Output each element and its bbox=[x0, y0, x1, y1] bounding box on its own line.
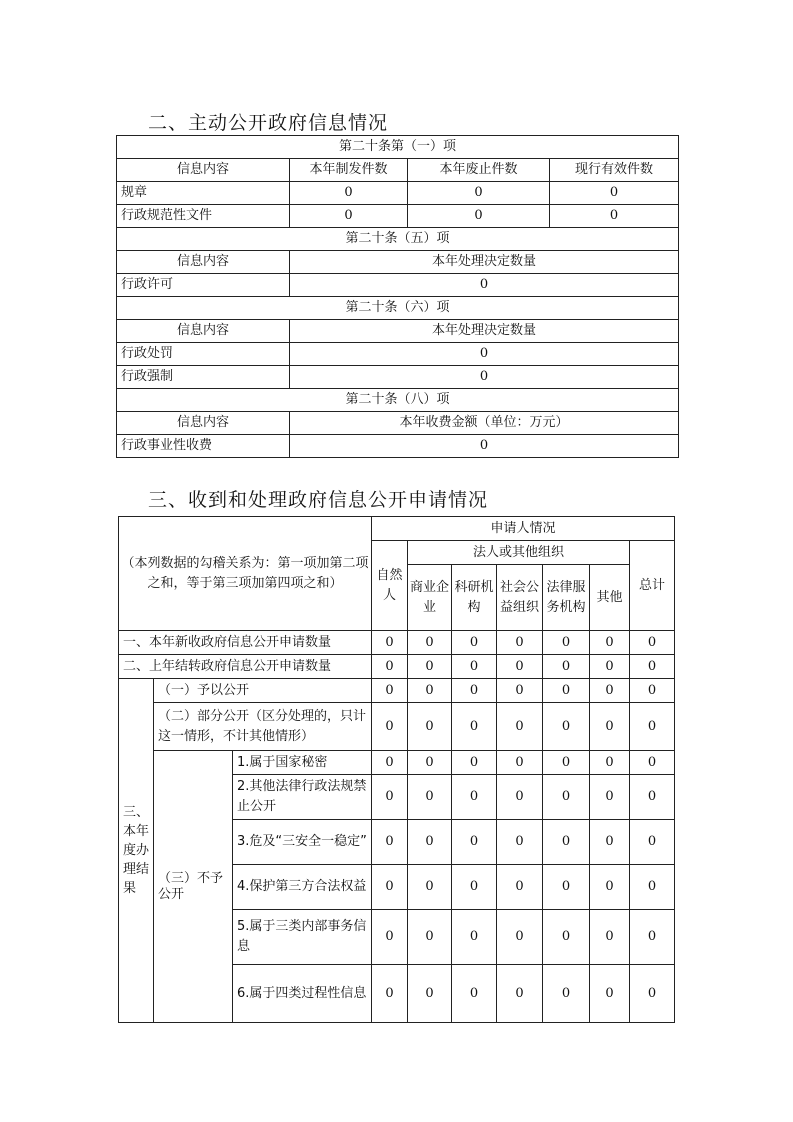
cell-value: 0 bbox=[590, 775, 630, 820]
cell-value: 0 bbox=[497, 655, 543, 679]
cell-value: 0 bbox=[452, 820, 497, 865]
row-label: 行政规范性文件 bbox=[117, 205, 290, 228]
col-abolished-header: 本年废止件数 bbox=[408, 159, 550, 182]
cell-value: 0 bbox=[590, 910, 630, 965]
result-label: 三、本年度办理结果 bbox=[119, 679, 154, 1023]
cell-value: 0 bbox=[630, 820, 675, 865]
cell-value: 0 bbox=[372, 910, 408, 965]
article-20-8-header: 第二十条（八）项 bbox=[117, 389, 679, 412]
cell-value: 0 bbox=[497, 679, 543, 703]
cell-value: 0 bbox=[630, 910, 675, 965]
cell-value: 0 bbox=[630, 679, 675, 703]
cell-value: 0 bbox=[590, 820, 630, 865]
section2-title: 二、主动公开政府信息情况 bbox=[148, 112, 389, 134]
table-row bbox=[117, 343, 679, 366]
cell-value: 0 bbox=[590, 703, 630, 751]
application-handling-table bbox=[118, 516, 675, 1023]
article-20-5-header: 第二十条（五）项 bbox=[117, 228, 679, 251]
cell-value: 0 bbox=[543, 703, 590, 751]
row-label: 规章 bbox=[117, 182, 290, 205]
row-label: 一、本年新收政府信息公开申请数量 bbox=[119, 631, 372, 655]
cell-value: 0 bbox=[290, 274, 679, 297]
cell-value: 0 bbox=[372, 703, 408, 751]
other-header: 其他 bbox=[590, 565, 630, 631]
applicant-header: 申请人情况 bbox=[372, 517, 675, 541]
cell-value: 0 bbox=[630, 775, 675, 820]
cell-value: 0 bbox=[372, 775, 408, 820]
article-20-6-header: 第二十条（六）项 bbox=[117, 297, 679, 320]
row-label: （一）予以公开 bbox=[154, 679, 372, 703]
cell-value: 0 bbox=[497, 820, 543, 865]
cell-value: 0 bbox=[452, 679, 497, 703]
cell-value: 0 bbox=[497, 631, 543, 655]
legal-entity-header: 法人或其他组织 bbox=[408, 541, 630, 565]
section3-title: 三、收到和处理政府信息公开申请情况 bbox=[148, 489, 489, 511]
row-label: 行政许可 bbox=[117, 274, 290, 297]
cell-value: 0 bbox=[543, 775, 590, 820]
row-label: 3.危及“三安全一稳定” bbox=[233, 820, 372, 865]
cell-value: 0 bbox=[372, 965, 408, 1023]
cell-value: 0 bbox=[543, 965, 590, 1023]
cell-value: 0 bbox=[543, 820, 590, 865]
cell-value: 0 bbox=[408, 865, 452, 910]
row-label: （三）不予公开 bbox=[154, 751, 233, 1023]
cell-value: 0 bbox=[452, 965, 497, 1023]
cell-value: 0 bbox=[408, 631, 452, 655]
cell-value: 0 bbox=[590, 965, 630, 1023]
cell-value: 0 bbox=[408, 703, 452, 751]
article-20-1-header: 第二十条第（一）项 bbox=[117, 136, 679, 159]
cell-value: 0 bbox=[590, 679, 630, 703]
natural-person-header: 自然人 bbox=[372, 541, 408, 631]
cell-value: 0 bbox=[290, 205, 408, 228]
cell-value: 0 bbox=[590, 655, 630, 679]
cell-value: 0 bbox=[290, 435, 679, 458]
cell-value: 0 bbox=[543, 751, 590, 775]
row-label: 2.其他法律行政法规禁止公开 bbox=[233, 775, 372, 820]
cell-value: 0 bbox=[452, 910, 497, 965]
cell-value: 0 bbox=[452, 751, 497, 775]
row-label: 二、上年结转政府信息公开申请数量 bbox=[119, 655, 372, 679]
cell-value: 0 bbox=[372, 655, 408, 679]
cell-value: 0 bbox=[590, 865, 630, 910]
cell-value: 0 bbox=[497, 775, 543, 820]
col-decisions-header: 本年处理决定数量 bbox=[290, 320, 679, 343]
cell-value: 0 bbox=[630, 865, 675, 910]
cell-value: 0 bbox=[372, 679, 408, 703]
row-label: 5.属于三类内部事务信息 bbox=[233, 910, 372, 965]
cell-value: 0 bbox=[408, 655, 452, 679]
cell-value: 0 bbox=[452, 631, 497, 655]
col-content-header: 信息内容 bbox=[117, 412, 290, 435]
cell-value: 0 bbox=[543, 910, 590, 965]
cell-value: 0 bbox=[630, 703, 675, 751]
col-decisions-header: 本年处理决定数量 bbox=[290, 251, 679, 274]
cell-value: 0 bbox=[630, 751, 675, 775]
legal-service-header: 法律服务机构 bbox=[543, 565, 590, 631]
cell-value: 0 bbox=[550, 205, 679, 228]
cell-value: 0 bbox=[290, 182, 408, 205]
table-row bbox=[119, 631, 675, 655]
nonprofit-header: 社会公益组织 bbox=[497, 565, 543, 631]
col-fees-header: 本年收费金额（单位：万元） bbox=[290, 412, 679, 435]
row-label: 行政处罚 bbox=[117, 343, 290, 366]
cell-value: 0 bbox=[590, 751, 630, 775]
cell-value: 0 bbox=[372, 751, 408, 775]
cell-value: 0 bbox=[543, 679, 590, 703]
cell-value: 0 bbox=[408, 910, 452, 965]
cell-value: 0 bbox=[543, 865, 590, 910]
cell-value: 0 bbox=[630, 655, 675, 679]
cell-value: 0 bbox=[590, 631, 630, 655]
cell-value: 0 bbox=[497, 965, 543, 1023]
col-content-header: 信息内容 bbox=[117, 159, 290, 182]
cell-value: 0 bbox=[372, 631, 408, 655]
col-new-header: 本年制发件数 bbox=[290, 159, 408, 182]
table-row bbox=[119, 655, 675, 679]
col-content-header: 信息内容 bbox=[117, 320, 290, 343]
row-label: （二）部分公开（区分处理的，只计这一情形，不计其他情形） bbox=[154, 703, 372, 751]
cell-value: 0 bbox=[497, 751, 543, 775]
cell-value: 0 bbox=[408, 820, 452, 865]
table-row bbox=[117, 366, 679, 389]
cell-value: 0 bbox=[452, 655, 497, 679]
tally-note: （本列数据的勾稽关系为：第一项加第二项之和，等于第三项加第四项之和） bbox=[119, 517, 372, 631]
table-row bbox=[119, 703, 675, 751]
cell-value: 0 bbox=[497, 865, 543, 910]
cell-value: 0 bbox=[372, 820, 408, 865]
table-row bbox=[117, 435, 679, 458]
cell-value: 0 bbox=[408, 182, 550, 205]
col-content-header: 信息内容 bbox=[117, 251, 290, 274]
cell-value: 0 bbox=[372, 865, 408, 910]
row-label: 6.属于四类过程性信息 bbox=[233, 965, 372, 1023]
table-row bbox=[117, 182, 679, 205]
business-header: 商业企业 bbox=[408, 565, 452, 631]
cell-value: 0 bbox=[452, 703, 497, 751]
table-row bbox=[119, 751, 675, 775]
col-valid-header: 现行有效件数 bbox=[550, 159, 679, 182]
cell-value: 0 bbox=[408, 751, 452, 775]
cell-value: 0 bbox=[497, 703, 543, 751]
row-label: 行政强制 bbox=[117, 366, 290, 389]
research-header: 科研机构 bbox=[452, 565, 497, 631]
cell-value: 0 bbox=[550, 182, 679, 205]
table-row bbox=[119, 679, 675, 703]
cell-value: 0 bbox=[290, 366, 679, 389]
cell-value: 0 bbox=[630, 631, 675, 655]
cell-value: 0 bbox=[408, 775, 452, 820]
cell-value: 0 bbox=[497, 910, 543, 965]
row-label: 行政事业性收费 bbox=[117, 435, 290, 458]
cell-value: 0 bbox=[408, 205, 550, 228]
row-label: 1.属于国家秘密 bbox=[233, 751, 372, 775]
cell-value: 0 bbox=[452, 865, 497, 910]
table-row bbox=[117, 205, 679, 228]
cell-value: 0 bbox=[630, 965, 675, 1023]
cell-value: 0 bbox=[290, 343, 679, 366]
cell-value: 0 bbox=[408, 679, 452, 703]
cell-value: 0 bbox=[452, 775, 497, 820]
table-row bbox=[117, 274, 679, 297]
cell-value: 0 bbox=[408, 965, 452, 1023]
cell-value: 0 bbox=[543, 631, 590, 655]
row-label: 4.保护第三方合法权益 bbox=[233, 865, 372, 910]
cell-value: 0 bbox=[543, 655, 590, 679]
proactive-disclosure-table bbox=[116, 135, 679, 458]
total-header: 总计 bbox=[630, 541, 675, 631]
